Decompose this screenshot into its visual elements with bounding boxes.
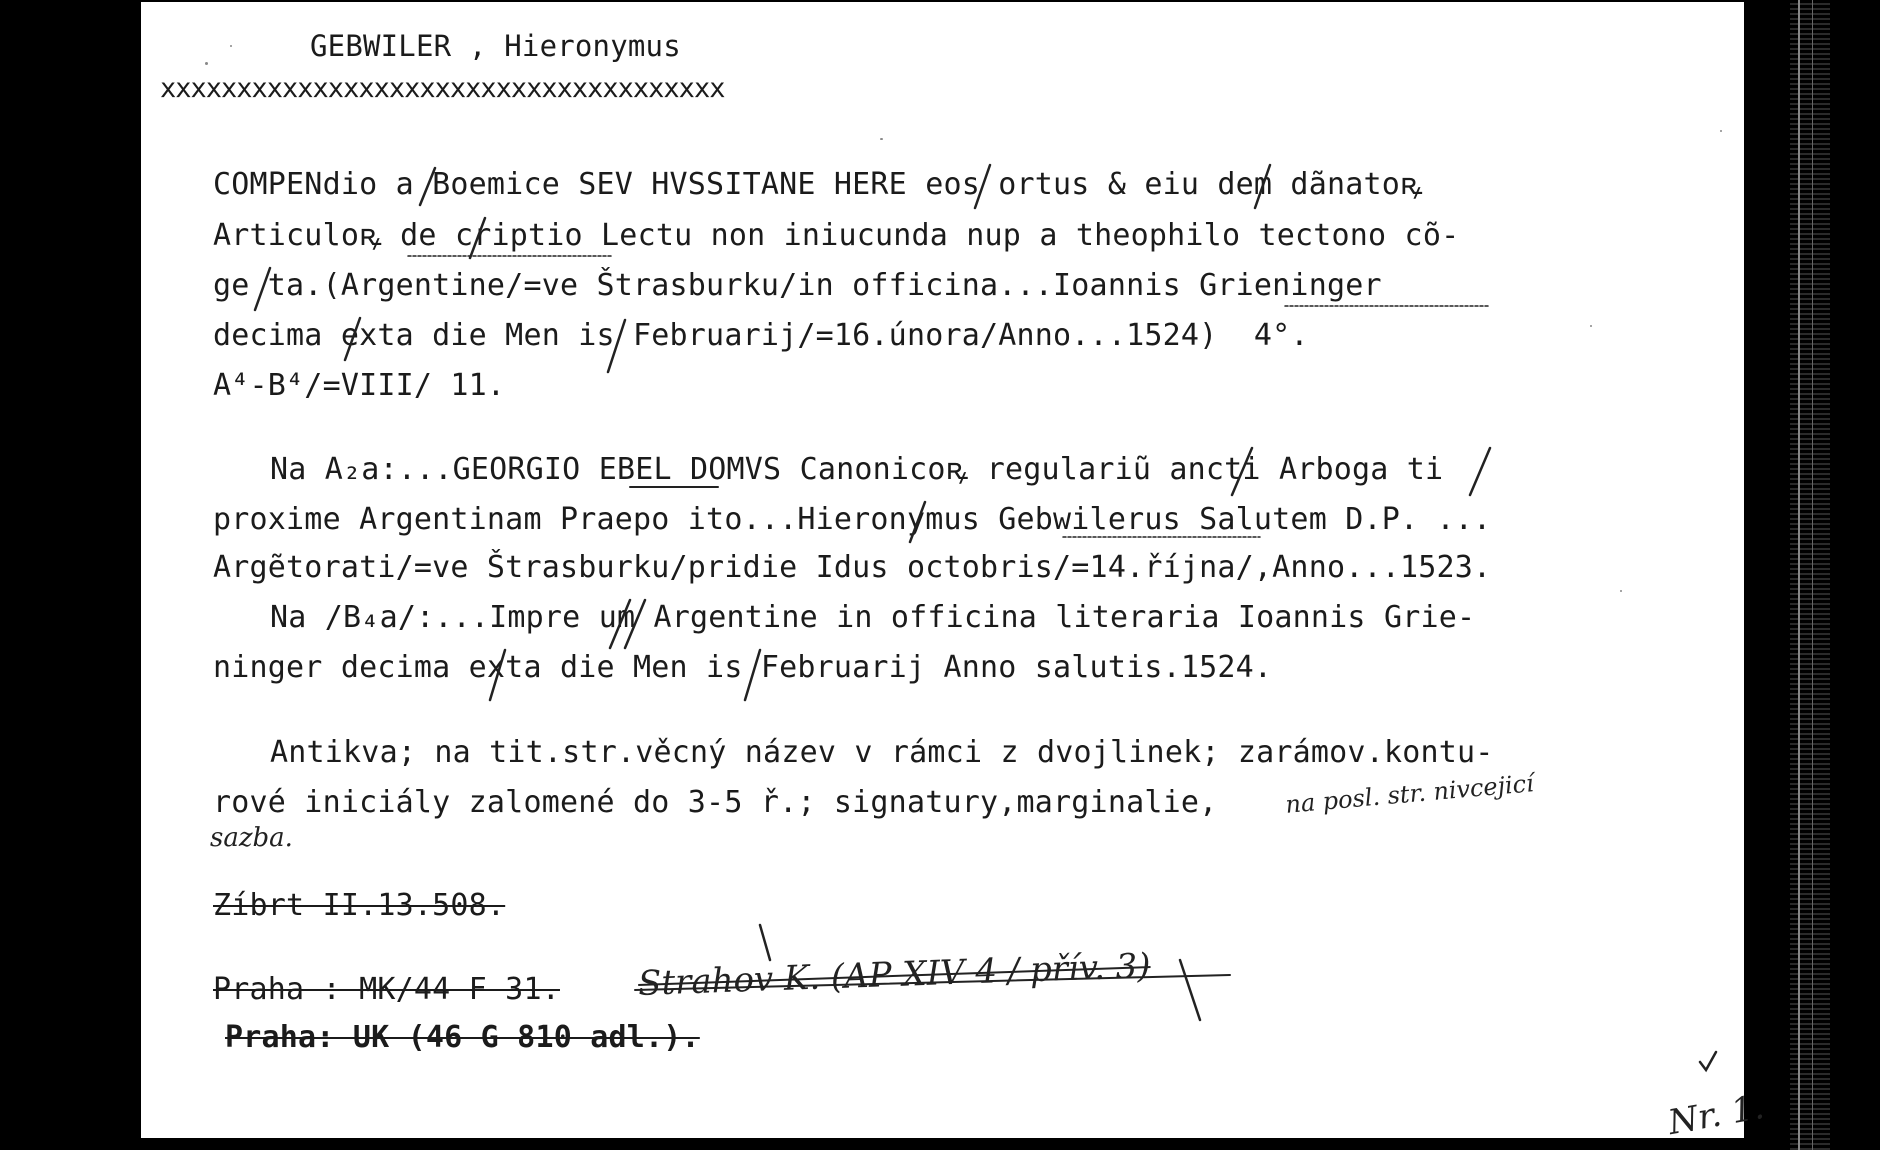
- reference-praha-uk: Praha: UK (46 G 810 adl.).: [225, 1020, 700, 1055]
- description-line-3: ge ta.(Argentine/=ve Štrasburku/in officina...Ioannis Grieninger: [213, 268, 1382, 303]
- notes-line-3: Argẽtorati/=ve Štrasburku/pridie Idus octobris/=14.října/,Anno...1523.: [213, 550, 1492, 585]
- notes-line-5: ninger decima exta die Men is Februarij Anno salutis.1524.: [213, 650, 1273, 685]
- notes-line-2: proxime Argentinam Praepo ito...Hieronymus Gebwilerus Salutem D.P. ...: [213, 502, 1492, 537]
- crossed-out-line: xxxxxxxxxxxxxxxxxxxxxxxxxxxxxxxxxxxxx: [160, 73, 725, 104]
- author-heading: GEBWILER , Hieronymus: [310, 29, 681, 63]
- handwritten-note-1: na posl. str. nivcejicí: [1284, 769, 1535, 819]
- description-line-2: Articuloꝶ de criptio Lectu non iniucunda nup a theophilo tectono cõ-: [213, 218, 1460, 253]
- reference-praha-mk: Praha : MK/44 F 31.: [213, 972, 560, 1007]
- notes-line-4: Na /B₄a/:...Impre um Argentine in officina literaria Ioannis Grie-: [270, 600, 1476, 635]
- description-line-4: decima exta die Men is Februarij/=16.února/Anno...1524) 4°.: [213, 318, 1309, 353]
- reference-praha-handwritten: Strahov K. (AP XIV 4 / přív. 3): [637, 946, 1152, 1004]
- typography-line-1: Antikva; na tit.str.věcný název v rámci z dvojlinek; zarámov.kontu-: [270, 735, 1494, 770]
- typography-line-2: rové iniciály zalomené do 3-5 ř.; signatury,marginalie,: [213, 785, 1218, 820]
- notes-line-1: Na A₂a:...GEORGIO EBEL DOMVS Canonicoꝶ regulariũ ancti Arboga ti: [270, 452, 1444, 487]
- description-line-5: A⁴-B⁴/=VIII/ 11.: [213, 368, 506, 403]
- reference-zibrt: Zíbrt II.13.508.: [213, 888, 506, 923]
- description-line-1: COMPENdio a Boemice SEV HVSSITANE HERE eos ortus & eiu dem dãnatoꝶ: [213, 167, 1423, 202]
- corner-number-mark: Nr. 1.: [1665, 1086, 1768, 1144]
- handwritten-note-2: sazba.: [210, 823, 293, 853]
